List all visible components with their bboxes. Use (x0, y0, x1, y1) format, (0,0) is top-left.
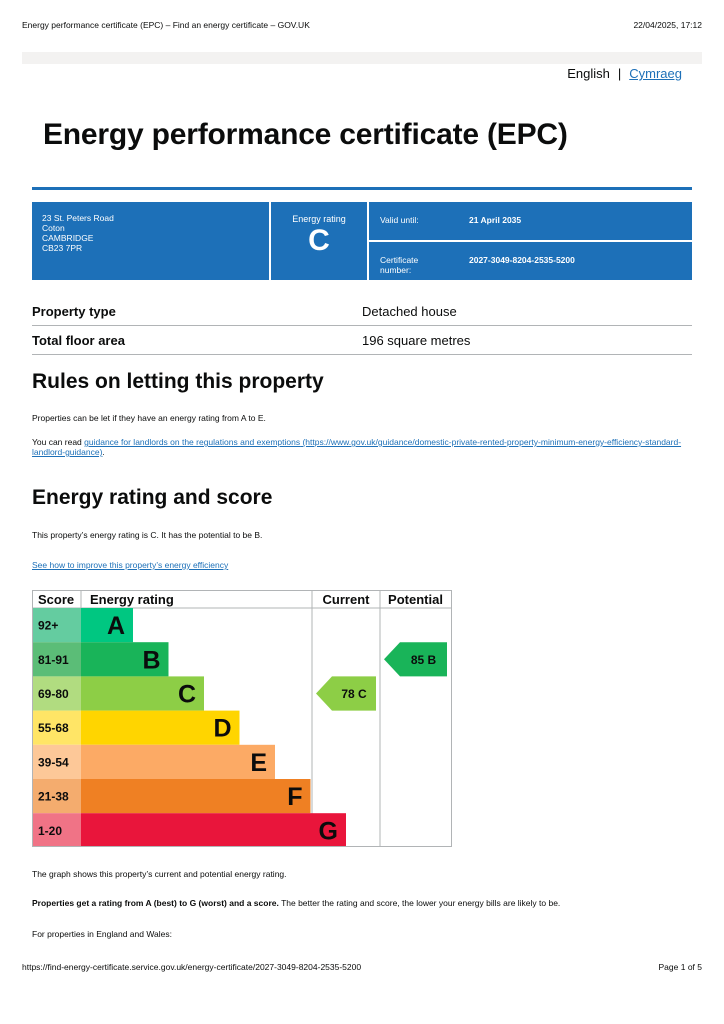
summary-row (32, 297, 692, 326)
rating-explanation (32, 898, 560, 908)
band-score-label: 55-68 (38, 721, 69, 736)
valid-until-label: Valid until: (380, 215, 419, 225)
improve-efficiency-link[interactable]: See how to improve this property’s energy efficiency (32, 560, 229, 570)
letting-paragraph: Properties can be let if they have an energy rating from A to E. (32, 413, 266, 423)
epc-rating-chart (32, 590, 452, 847)
energy-rating-label: Energy rating (292, 214, 346, 224)
band-bar (81, 779, 311, 813)
summary-row (32, 326, 692, 355)
band-score-label: 81-91 (38, 652, 69, 667)
header-score: Score (38, 592, 75, 607)
landlord-guidance-link[interactable] (32, 437, 681, 457)
print-header (22, 20, 702, 34)
summary-key: Total floor area (32, 333, 125, 348)
epc-chart-svg (33, 591, 451, 846)
landlord-guidance-url: (https://www.gov.uk/guidance/domestic-private-rented-property-minimum-energy-efficiency-standard- (300, 437, 682, 447)
print-footer-page: Page 1 of 5 (658, 962, 702, 972)
language-current: English (567, 66, 610, 81)
valid-until-panel (369, 202, 692, 240)
band-letter: D (213, 714, 232, 743)
summary-value: Detached house (362, 304, 457, 319)
print-footer-url: https://find-energy-certificate.service.gov.uk/energy-certificate/2027-3049-8204-2535-5200 (22, 962, 362, 972)
certificate-number-label: Certificate number: (380, 255, 419, 275)
landlord-guidance-link-text: guidance for landlords on the regulations and exemptions (84, 437, 301, 447)
rating-explanation-rest: The better the rating and score, the lower your energy bills are likely to be. (278, 898, 561, 908)
graph-caption: The graph shows this property’s current and potential energy rating. (32, 869, 287, 879)
current-rating-label: 78 C (341, 687, 367, 701)
header-potential: Potential (388, 592, 443, 607)
band-score-label: 69-80 (38, 687, 69, 701)
band-letter: B (142, 646, 161, 675)
certificate-summary-box (32, 202, 692, 280)
summary-value: 196 square metres (362, 333, 471, 348)
energy-rating-panel (271, 202, 367, 280)
certificate-number-value: 2027-3049-8204-2535-5200 (469, 255, 575, 265)
address-line: CAMBRIDGE (42, 233, 94, 243)
header-energy-rating: Energy rating (90, 592, 174, 607)
letting-heading: Rules on letting this property (32, 370, 324, 393)
letting-guidance-paragraph (32, 437, 692, 457)
band-letter: E (250, 748, 267, 777)
guidance-suffix: . (102, 447, 105, 457)
landlord-guidance-url-cont: landlord-guidance) (32, 447, 103, 457)
energy-rating-summary: This property’s energy rating is C. It has the potential to be B. (32, 530, 263, 540)
print-header-title: Energy performance certificate (EPC) – Find an energy certificate – GOV.UK (22, 20, 310, 30)
rating-explanation-bold: Properties get a rating from A (best) to G (worst) and a score. (32, 898, 279, 908)
address-line: CB23 7PR (42, 243, 83, 253)
band-bar (81, 745, 275, 779)
guidance-prefix: You can read (32, 437, 85, 447)
page-title: Energy performance certificate (EPC) (43, 118, 568, 151)
property-address (32, 202, 269, 280)
certificate-number-panel (369, 242, 692, 280)
summary-key: Property type (32, 304, 116, 319)
header-current: Current (322, 592, 370, 607)
title-divider (32, 187, 692, 190)
england-wales-note: For properties in England and Wales: (32, 929, 173, 939)
band-score-label: 39-54 (38, 755, 69, 770)
language-cymraeg-link[interactable]: Cymraeg (629, 66, 682, 81)
valid-until-value: 21 April 2035 (469, 215, 522, 225)
top-banner-bar (22, 52, 702, 64)
band-bar (81, 813, 346, 846)
energy-rating-heading: Energy rating and score (32, 486, 273, 509)
band-score-label: 21-38 (38, 789, 69, 804)
band-letter: G (318, 817, 338, 846)
address-line: 23 St. Peters Road (42, 213, 114, 223)
language-switcher (567, 66, 682, 81)
band-letter: C (177, 680, 196, 709)
energy-rating-letter: C (308, 224, 330, 257)
property-summary-list (32, 297, 692, 355)
address-line: Coton (42, 223, 65, 233)
band-score-label: 1-20 (38, 823, 63, 838)
band-letter: F (287, 783, 303, 812)
potential-rating-label: 85 B (410, 652, 437, 667)
band-score-label: 92+ (38, 618, 59, 633)
print-header-date: 22/04/2025, 17:12 (633, 20, 702, 30)
band-letter: A (106, 612, 125, 641)
language-separator: | (617, 66, 622, 81)
